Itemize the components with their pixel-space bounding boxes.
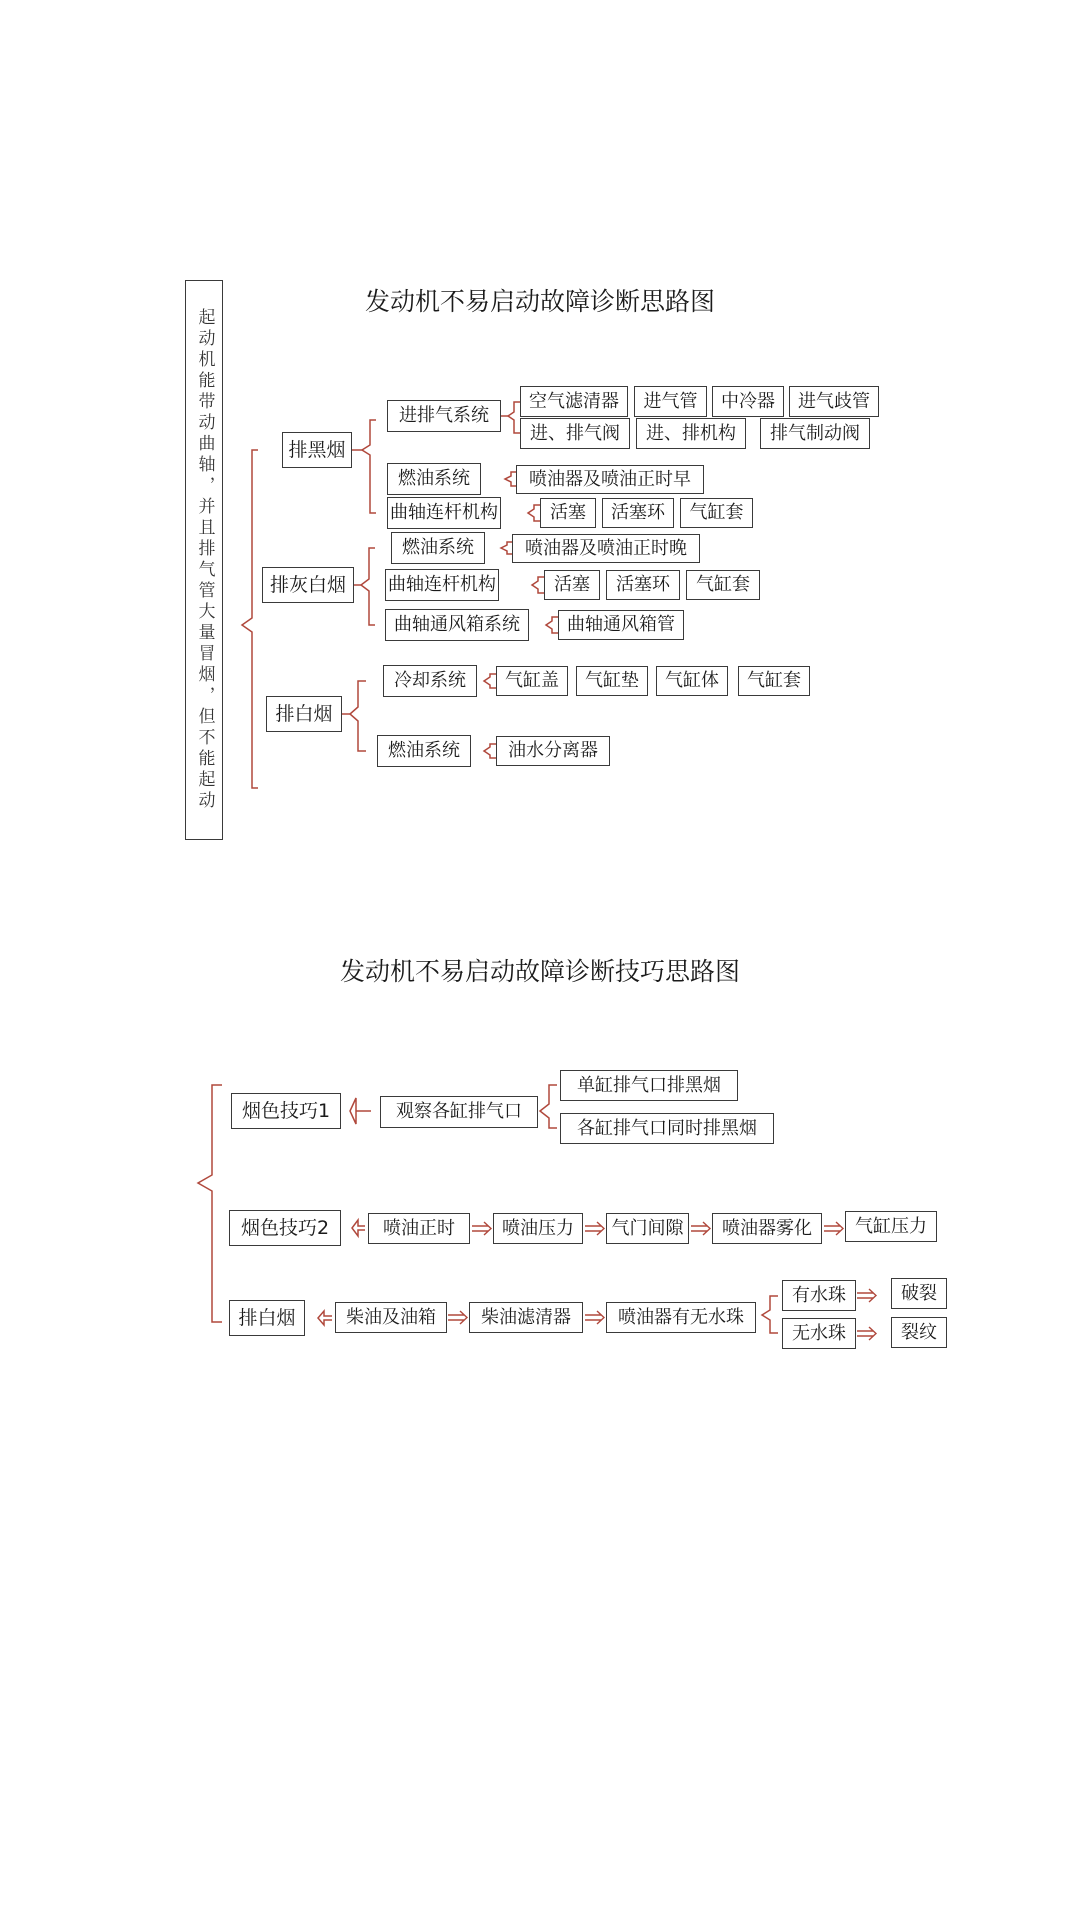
crank-vent-system: 曲轴通风箱系统 — [385, 609, 529, 641]
observe-exhaust-ports: 观察各缸排气口 — [380, 1096, 538, 1128]
cylinder-liner: 气缸套 — [686, 570, 760, 600]
white-smoke-node: 排白烟 — [229, 1300, 305, 1336]
result-rupture: 破裂 — [891, 1278, 947, 1309]
cylinder-liner: 气缸套 — [680, 498, 753, 528]
diesel-filter: 柴油滤清器 — [469, 1302, 583, 1333]
smoke-tip-2-node: 烟色技巧2 — [229, 1210, 341, 1246]
no-water-droplets: 无水珠 — [782, 1318, 856, 1349]
crank-rod-mechanism: 曲轴连杆机构 — [385, 569, 499, 601]
injector-atomization: 喷油器雾化 — [712, 1213, 822, 1244]
intake-exhaust-mechanism: 进、排机构 — [636, 418, 746, 449]
cylinder-block: 气缸体 — [656, 666, 728, 696]
oil-water-separator: 油水分离器 — [496, 736, 610, 766]
piston-ring: 活塞环 — [606, 570, 680, 600]
diesel-and-tank: 柴油及油箱 — [335, 1302, 447, 1333]
gray-smoke-node: 排灰白烟 — [262, 567, 354, 603]
fuel-system: 燃油系统 — [391, 532, 485, 564]
injection-pressure: 喷油压力 — [493, 1213, 583, 1244]
diagnosis-tips-mindmap — [0, 930, 1080, 1360]
diagram-title: 发动机不易启动故障诊断思路图 — [364, 287, 715, 316]
injector-timing-early: 喷油器及喷油正时早 — [516, 465, 704, 494]
cooling-system: 冷却系统 — [383, 665, 477, 697]
fuel-system: 燃油系统 — [377, 735, 471, 767]
white-smoke-node: 排白烟 — [266, 696, 342, 732]
fuel-system: 燃油系统 — [387, 463, 481, 495]
valve-clearance: 气门间隙 — [606, 1213, 689, 1244]
injector-water-check: 喷油器有无水珠 — [606, 1302, 756, 1333]
cylinder-head: 气缸盖 — [496, 666, 568, 696]
crank-rod-mechanism: 曲轴连杆机构 — [387, 497, 501, 529]
intake-exhaust-valve: 进、排气阀 — [520, 418, 630, 449]
intake-exhaust-system: 进排气系统 — [387, 400, 501, 432]
exhaust-brake-valve: 排气制动阀 — [760, 418, 870, 449]
single-cylinder-black-smoke: 单缸排气口排黑烟 — [560, 1070, 738, 1101]
injection-timing: 喷油正时 — [368, 1213, 470, 1244]
piston-ring: 活塞环 — [602, 498, 674, 528]
black-smoke-node: 排黑烟 — [282, 432, 352, 468]
air-filter: 空气滤清器 — [520, 386, 628, 417]
smoke-tip-1-node: 烟色技巧1 — [231, 1093, 341, 1129]
result-crack: 裂纹 — [891, 1317, 947, 1348]
piston: 活塞 — [540, 498, 596, 528]
intercooler: 中冷器 — [712, 386, 784, 417]
root-condition: 起动机能带动曲轴，并且排气管大量冒烟，但不能起动 — [185, 280, 223, 840]
cylinder-gasket: 气缸垫 — [576, 666, 648, 696]
diagram-title: 发动机不易启动故障诊断技巧思路图 — [339, 957, 740, 986]
all-cylinders-black-smoke: 各缸排气口同时排黑烟 — [560, 1113, 774, 1144]
injector-timing-late: 喷油器及喷油正时晚 — [512, 534, 700, 563]
has-water-droplets: 有水珠 — [782, 1280, 856, 1311]
intake-pipe: 进气管 — [634, 386, 707, 417]
cylinder-liner: 气缸套 — [738, 666, 810, 696]
piston: 活塞 — [544, 570, 600, 600]
diagnosis-mindmap — [0, 240, 1080, 860]
intake-manifold: 进气歧管 — [789, 386, 879, 417]
crank-vent-pipe: 曲轴通风箱管 — [558, 610, 684, 640]
cylinder-pressure: 气缸压力 — [845, 1211, 937, 1242]
